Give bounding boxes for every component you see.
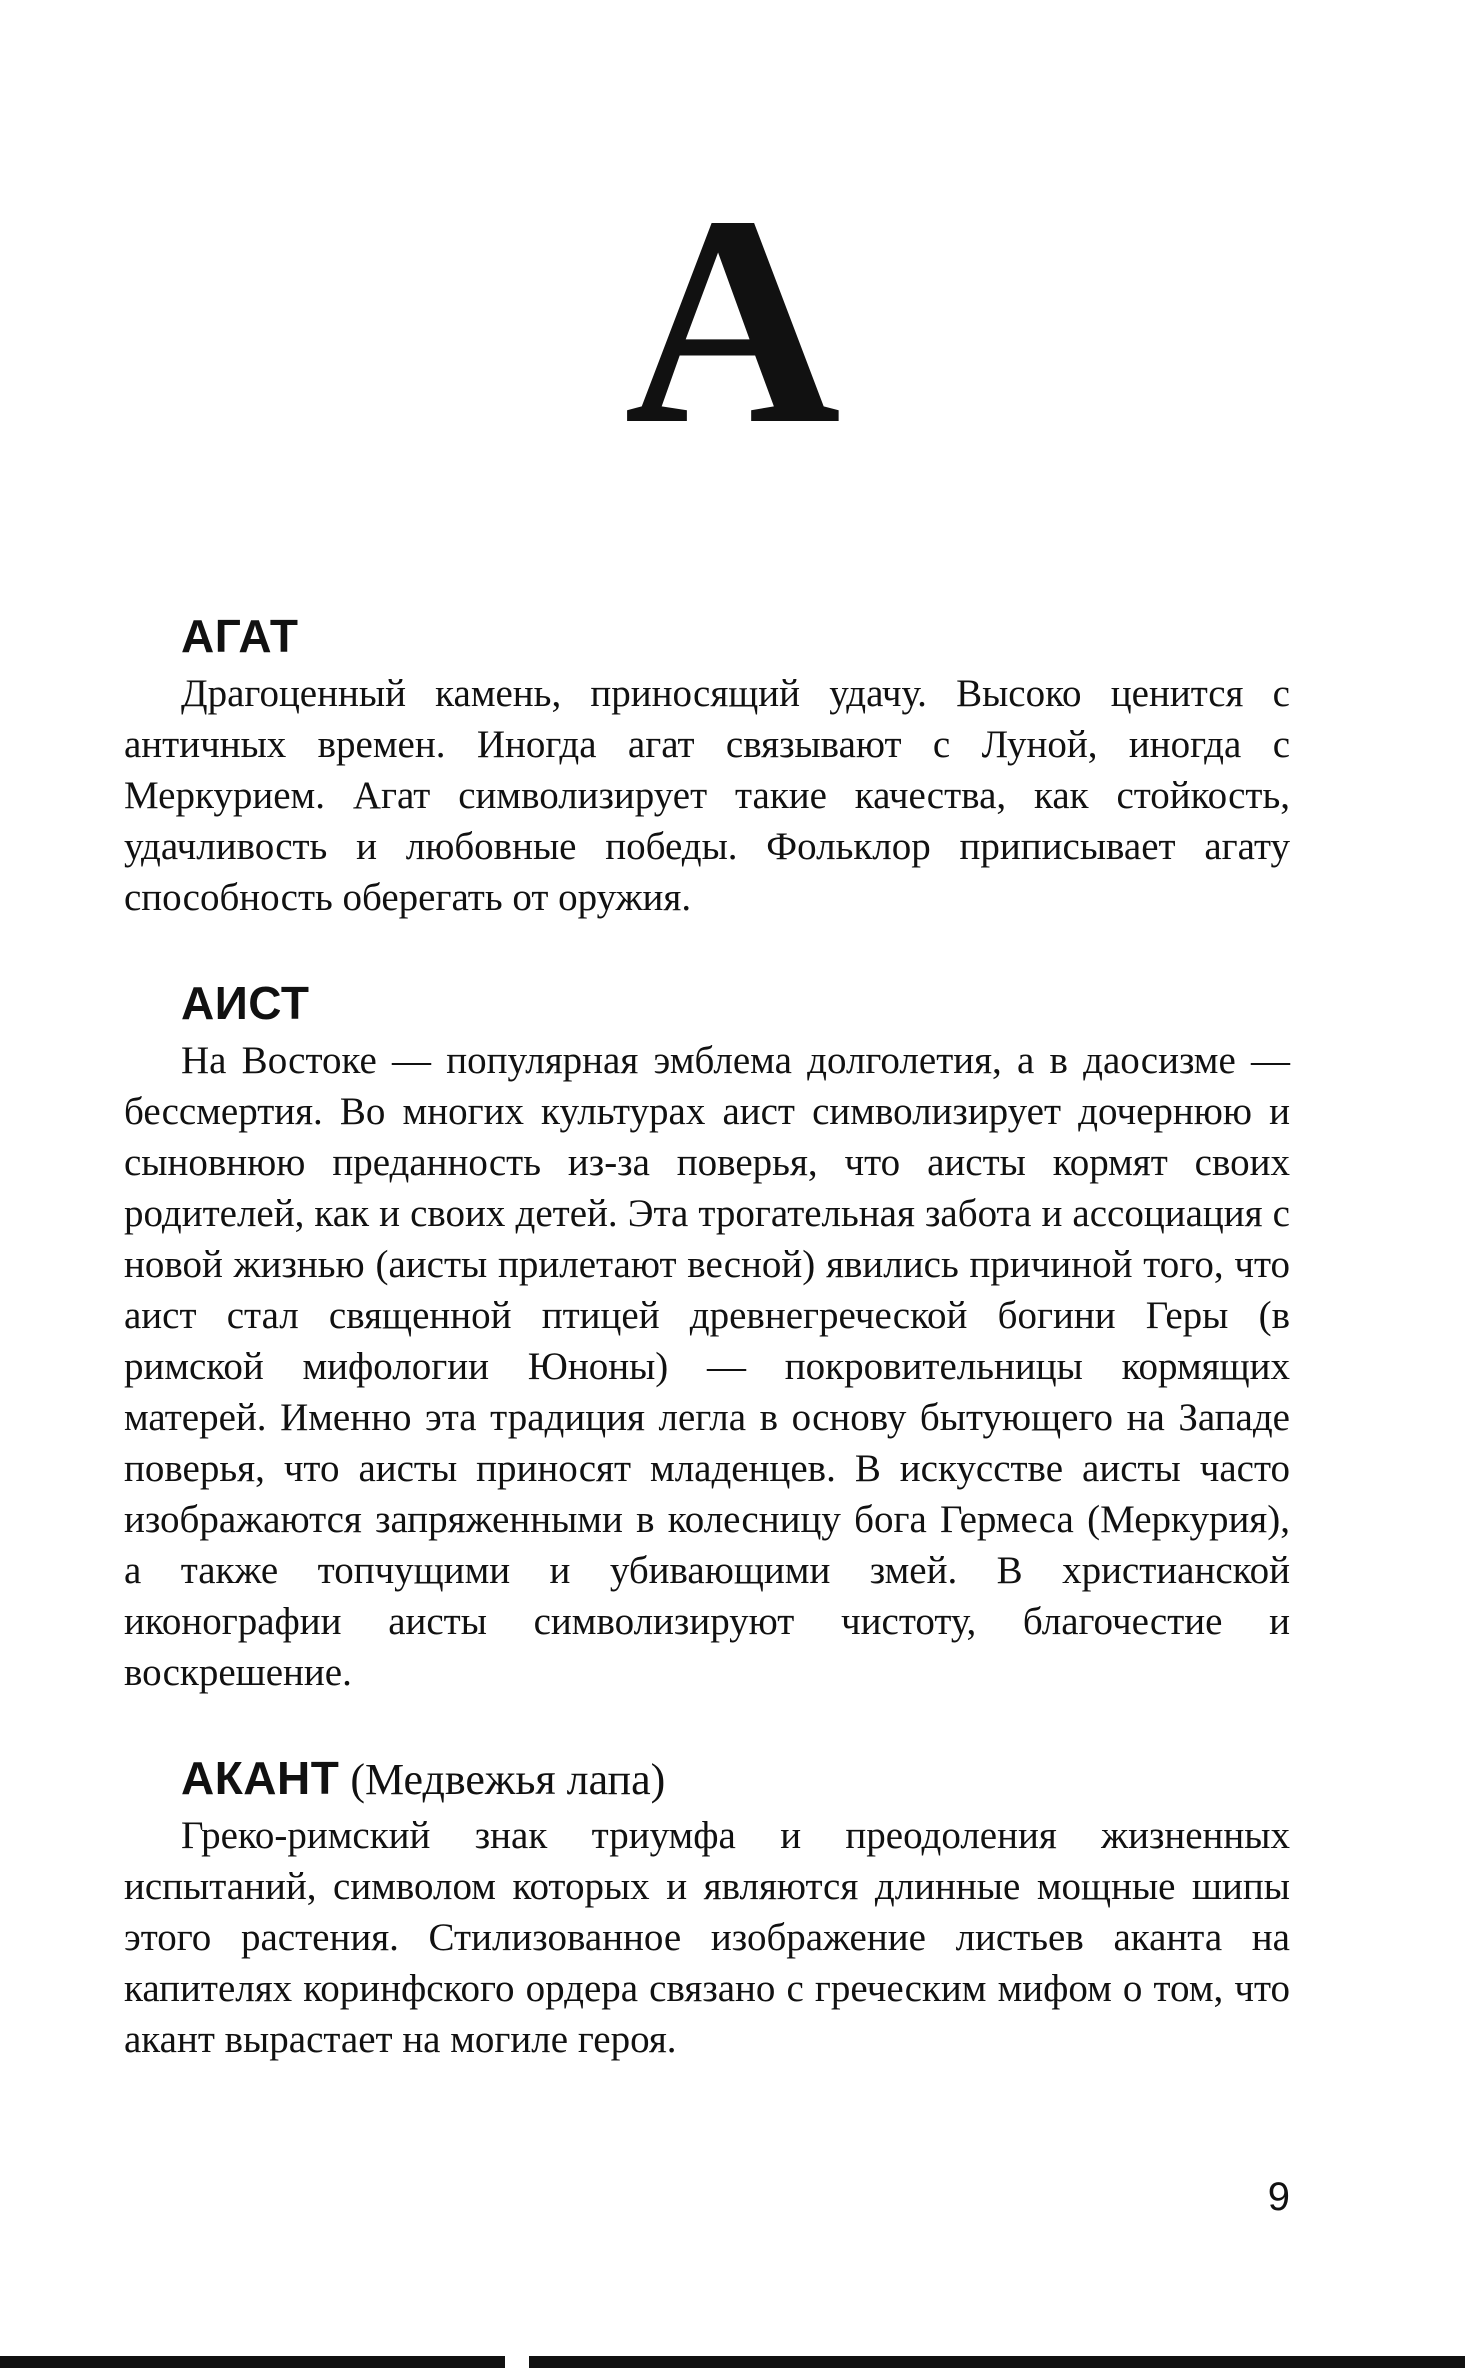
dictionary-entries	[124, 604, 1290, 2065]
entry-text: На Востоке — популярная эмблема долголетия, а в даосизме — бессмертия. Во многих культурах аист символизирует дочернюю и сыновнюю преданность из-за поверья, что аисты кормят своих родителей, как и своих детей. Эта трогательная забота и ассоциация с новой жизнью (аисты прилетают весной) явились причиной того, что аист стал священной птицей древнегреческой богини Геры (в римской мифологии Юноны) — покровительницы кормящих матерей. Именно эта традиция легла в основу бытующего на Западе поверья, что аисты приносят младенцев. В искусстве аисты часто изображаются запряженными в колесницу бога Гермеса (Меркурия), а также топчущими и убивающими змей. В христианской иконографии аисты символизируют чистоту, благочестие и воскрешение.	[124, 1039, 1290, 1694]
scan-edge-line	[0, 2356, 1465, 2368]
entry-agat	[124, 604, 1290, 923]
page-number: 9	[1267, 2175, 1290, 2219]
entry-title: АКАНТ	[181, 1752, 340, 1804]
entry-text: Греко-римский знак триумфа и преодоления жизненных испытаний, символом которых и являются длинные мощные шипы этого растения. Стилизованное изображение листьев аканта на капителях коринфского ордера связано с греческим мифом о том, что акант вырастает на могиле героя.	[124, 1814, 1290, 2061]
entry-subtitle: (Медвежья лапа)	[350, 1755, 666, 1804]
entry-akant	[124, 1746, 1290, 2065]
entry-aist	[124, 971, 1290, 1698]
entry-text: Драгоценный камень, приносящий удачу. Высоко ценится с античных времен. Иногда агат связывают с Луной, иногда с Меркурием. Агат символизирует такие качества, как стойкость, удачливость и любовные победы. Фольклор приписывает агату способность оберегать от оружия.	[124, 672, 1290, 919]
scan-edge-gap	[505, 2356, 529, 2368]
chapter-letter: А	[624, 154, 841, 486]
entry-heading	[181, 971, 1290, 1035]
entry-heading	[181, 604, 1290, 668]
entry-title: АГАТ	[181, 610, 299, 662]
entry-heading	[181, 1746, 1290, 1810]
entry-title: АИСТ	[181, 977, 310, 1029]
